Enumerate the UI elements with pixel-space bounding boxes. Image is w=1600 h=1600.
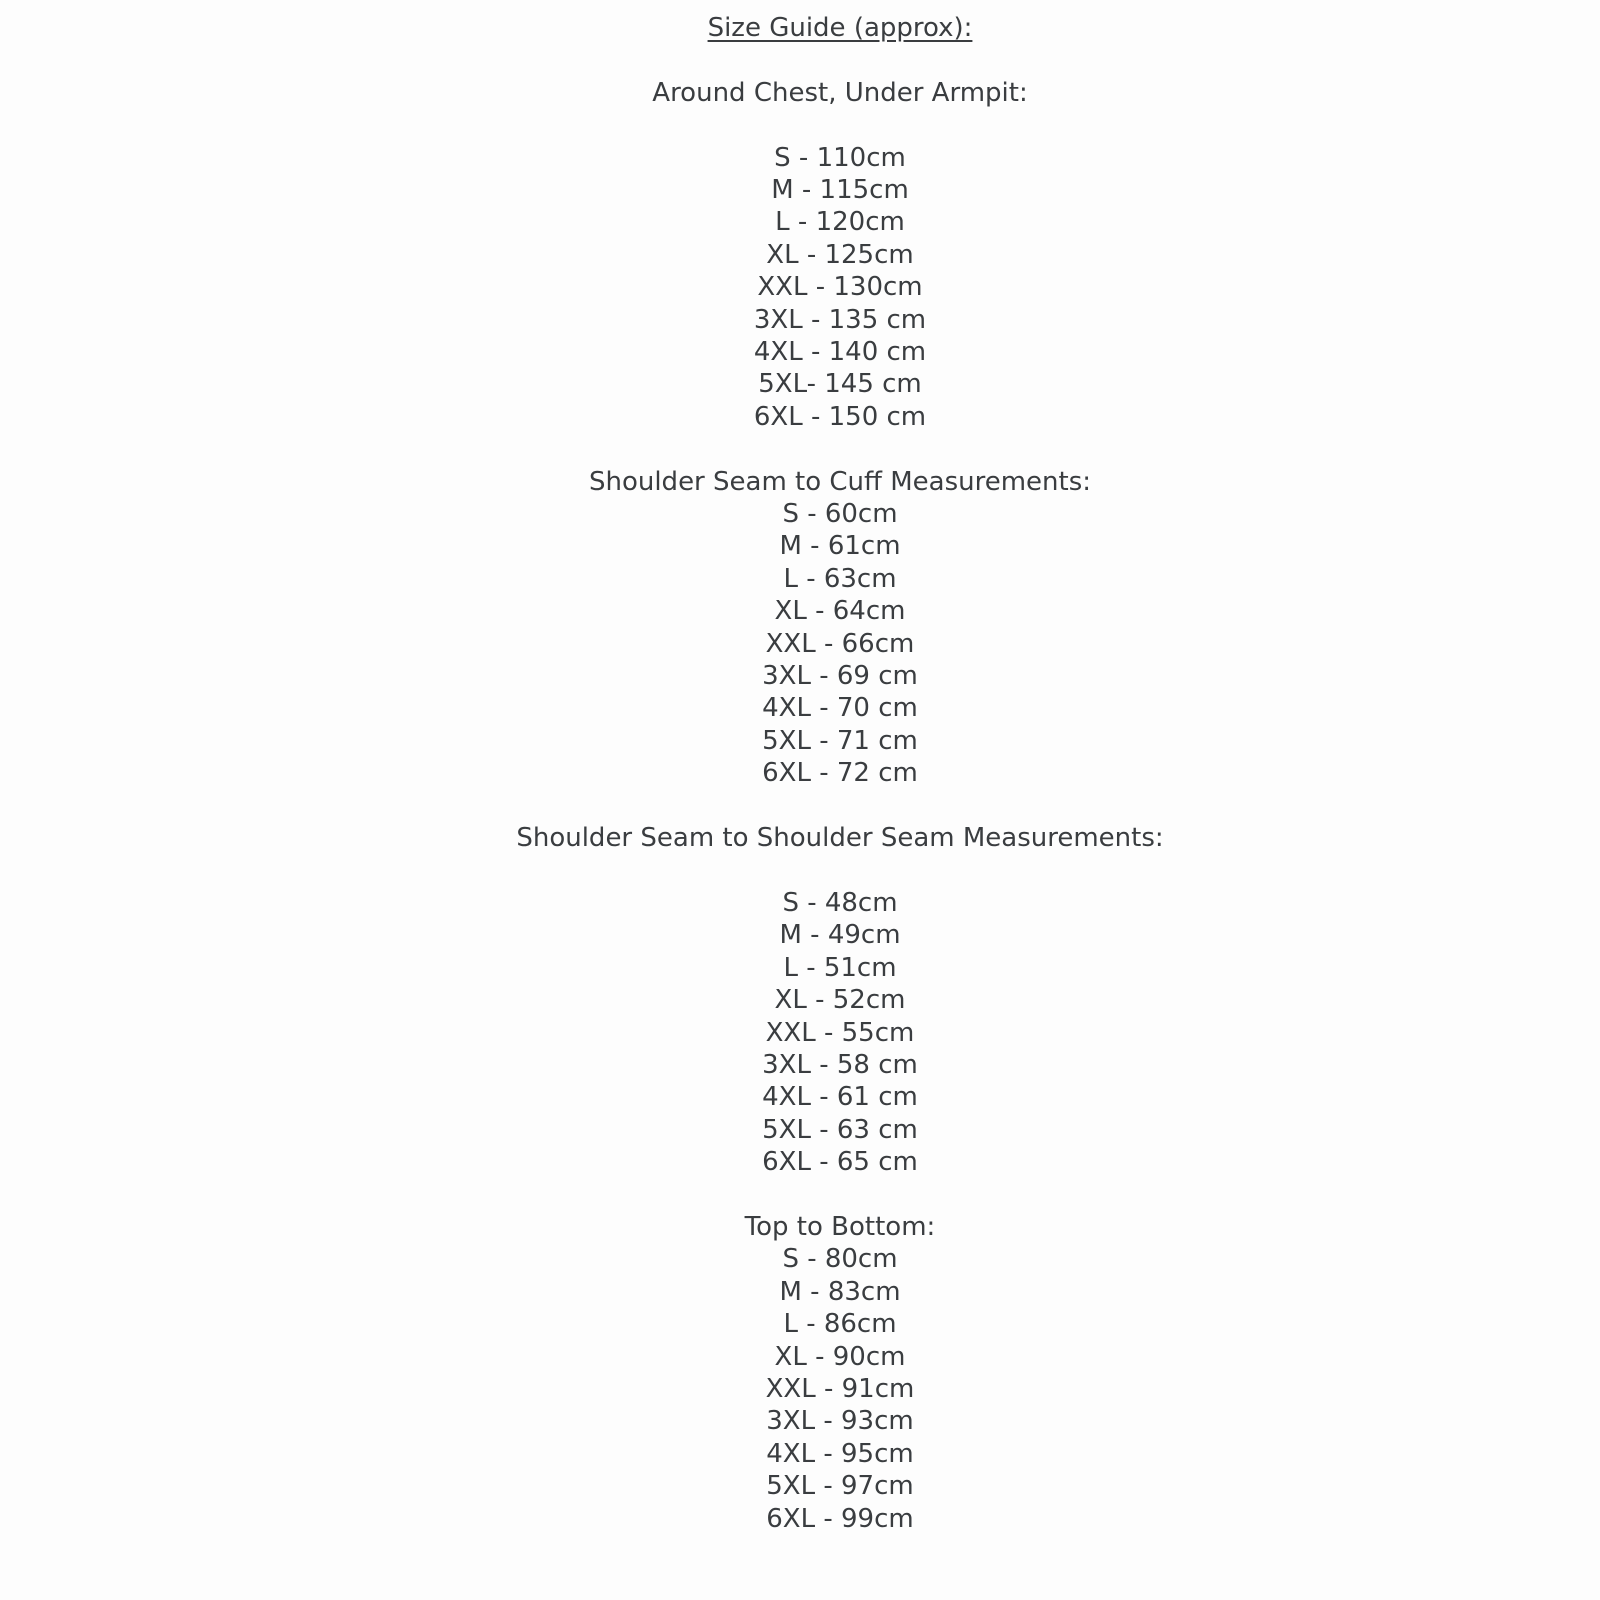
size-section xyxy=(80,822,1600,1178)
size-line: XXL - 55cm xyxy=(765,1017,915,1048)
section-heading: Top to Bottom: xyxy=(744,1211,936,1242)
size-line: S - 110cm xyxy=(774,142,906,173)
size-line: 6XL - 150 cm xyxy=(753,401,927,432)
size-line: L - 86cm xyxy=(783,1309,897,1340)
size-section xyxy=(80,466,1600,790)
size-line: XL - 52cm xyxy=(774,985,906,1016)
size-line: M - 49cm xyxy=(779,920,901,951)
size-line: 4XL - 70 cm xyxy=(762,693,918,724)
size-line: 3XL - 135 cm xyxy=(753,304,927,335)
size-line: 5XL - 63 cm xyxy=(762,1114,918,1145)
size-line: XL - 64cm xyxy=(774,596,906,627)
size-line: 5XL - 97cm xyxy=(766,1471,914,1502)
size-line: XL - 90cm xyxy=(774,1341,906,1372)
size-line: 3XL - 69 cm xyxy=(762,661,918,692)
size-line: L - 63cm xyxy=(783,563,897,594)
size-line: XXL - 130cm xyxy=(757,272,923,303)
size-line: 6XL - 99cm xyxy=(766,1503,914,1534)
size-line: XXL - 66cm xyxy=(765,628,915,659)
size-line: 4XL - 61 cm xyxy=(762,1082,918,1113)
size-line: XL - 125cm xyxy=(766,239,914,270)
sections xyxy=(80,77,1600,1535)
size-line: L - 51cm xyxy=(783,952,897,983)
page-title: Size Guide (approx): xyxy=(707,13,973,43)
size-section xyxy=(80,77,1600,433)
size-line: 3XL - 93cm xyxy=(766,1406,914,1437)
size-line: 6XL - 65 cm xyxy=(762,1147,918,1178)
size-line: 4XL - 95cm xyxy=(766,1438,914,1469)
size-line: M - 61cm xyxy=(779,531,901,562)
size-section xyxy=(80,1211,1600,1535)
size-line: XXL - 91cm xyxy=(765,1373,915,1404)
size-line: 4XL - 140 cm xyxy=(753,337,927,368)
size-line: 3XL - 58 cm xyxy=(762,1049,918,1080)
size-line: S - 48cm xyxy=(782,887,898,918)
section-heading: Shoulder Seam to Shoulder Seam Measurements: xyxy=(516,823,1164,854)
size-line: S - 60cm xyxy=(782,499,898,530)
size-line: 6XL - 72 cm xyxy=(762,758,918,789)
size-line: 5XL - 71 cm xyxy=(762,725,918,756)
size-line: 5XL- 145 cm xyxy=(758,369,922,400)
size-line: L - 120cm xyxy=(775,207,905,238)
size-line: M - 115cm xyxy=(771,175,909,205)
size-line: S - 80cm xyxy=(782,1244,898,1275)
section-heading: Shoulder Seam to Cuff Measurements: xyxy=(588,466,1092,497)
size-line: M - 83cm xyxy=(779,1276,901,1307)
section-heading: Around Chest, Under Armpit: xyxy=(652,77,1028,108)
